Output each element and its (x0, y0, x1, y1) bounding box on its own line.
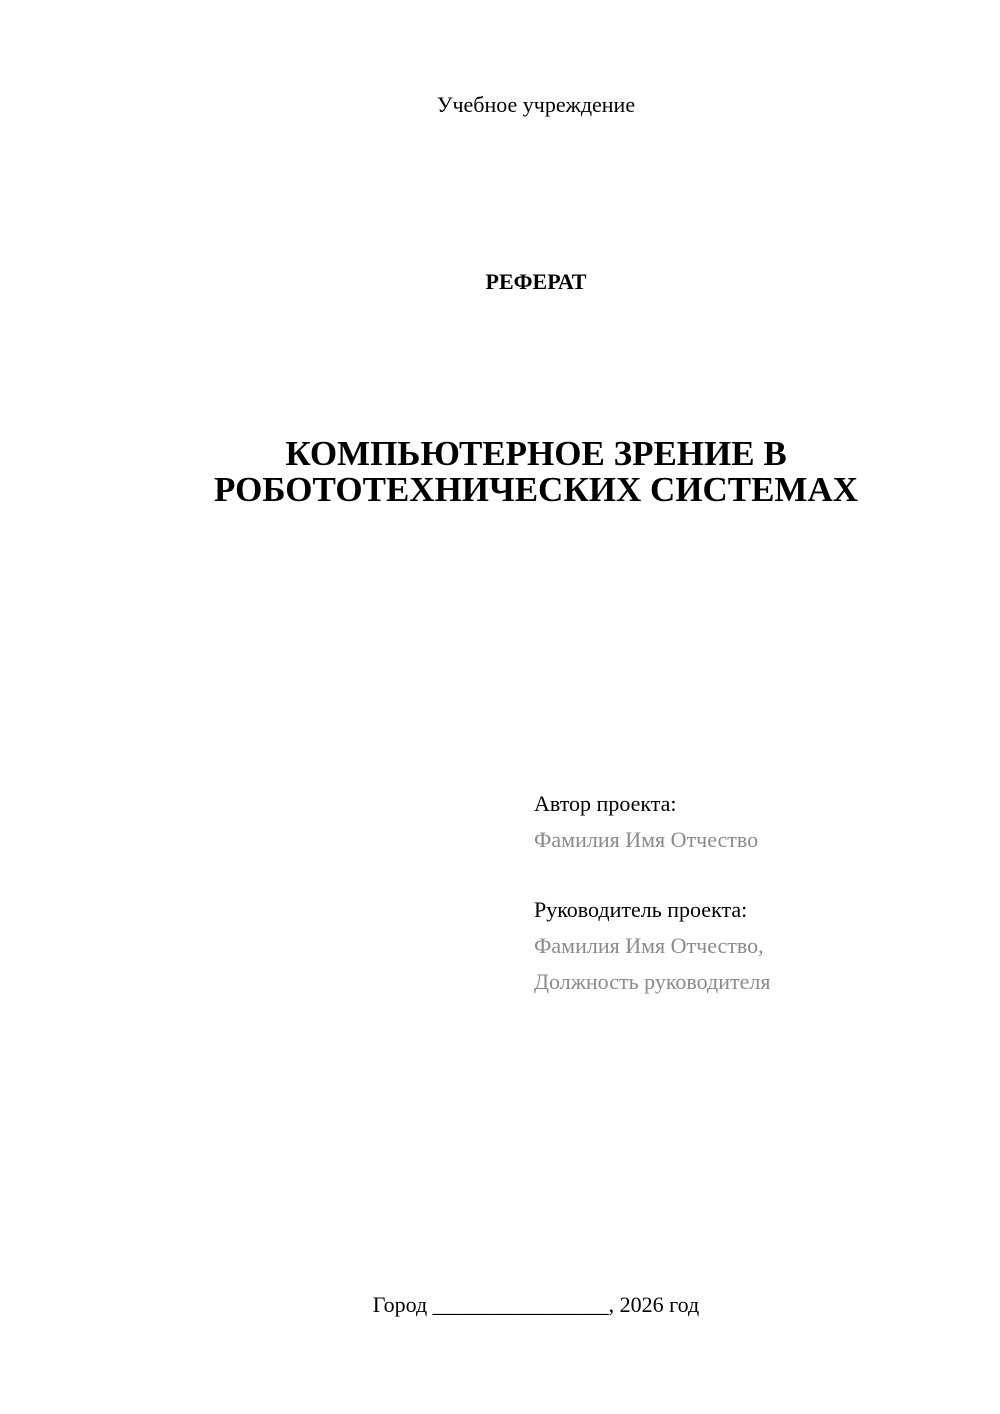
supervisor-label: Руководитель проекта: (534, 897, 748, 922)
author-name: Фамилия Имя Отчество (534, 827, 759, 852)
supervisor-name: Фамилия Имя Отчество, (534, 933, 764, 958)
author-label: Автор проекта: (534, 791, 677, 816)
institution-name: Учебное учреждение (436, 92, 636, 117)
document-title (150, 436, 922, 508)
info-spacer (534, 858, 974, 892)
document-title-line-2: РОБОТОТЕХНИЧЕСКИХ СИСТЕМАХ (213, 470, 859, 509)
supervisor-position: Должность руководителя (534, 969, 771, 994)
city-year-line: Город ________________, 2026 год (372, 1292, 700, 1317)
document-type: РЕФЕРАТ (485, 269, 587, 294)
document-title-line-1: КОМПЬЮТЕРНОЕ ЗРЕНИЕ В (285, 434, 787, 473)
project-info (534, 786, 974, 1000)
